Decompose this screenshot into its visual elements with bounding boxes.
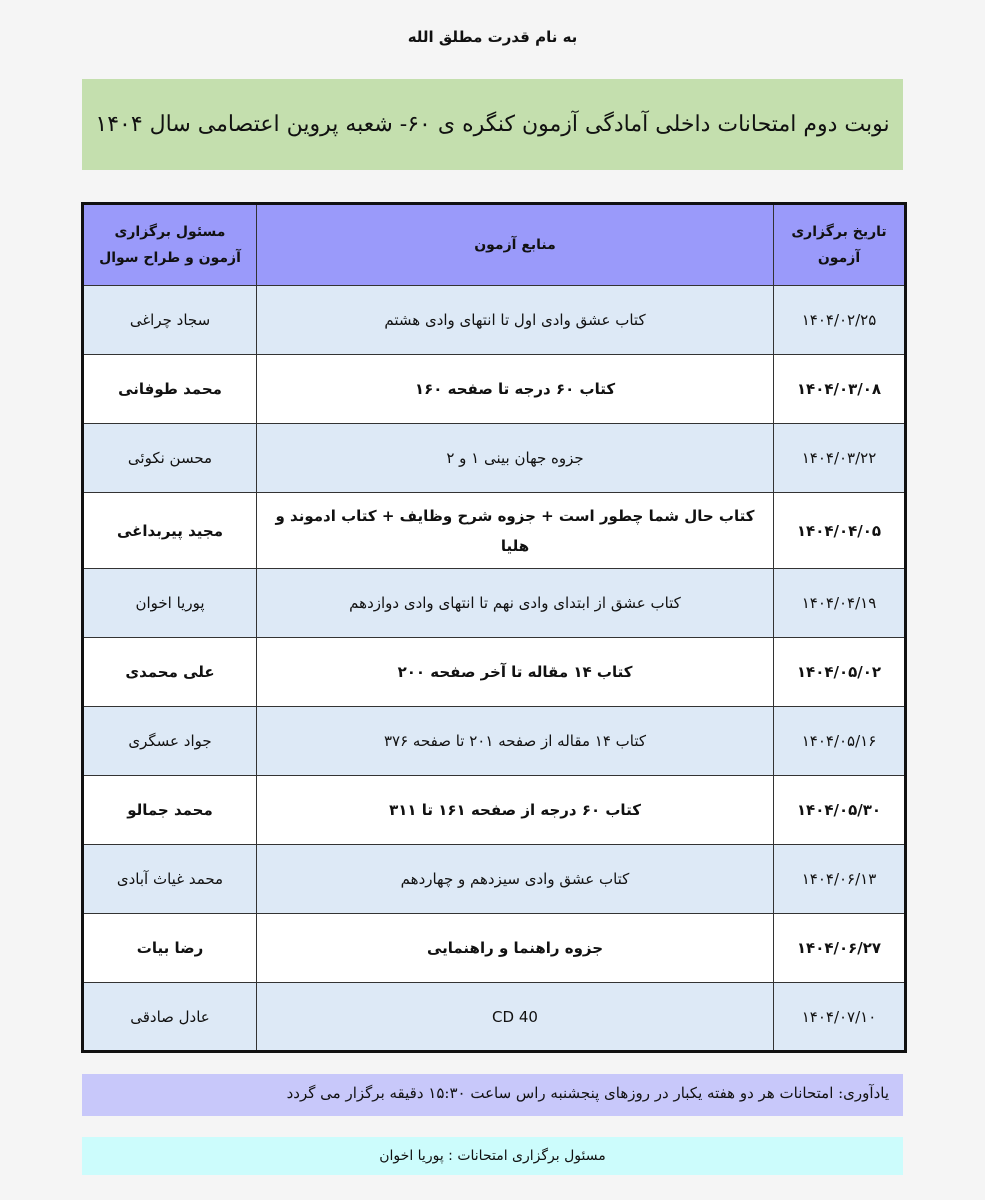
page-title: [82, 79, 903, 170]
table-row: [83, 286, 906, 355]
reminder-note-text: یادآوری: امتحانات هر دو هفته یکبار در روزهای پنجشنبه راس ساعت ۱۵:۳۰ دقیقه برگزار می گردد: [286, 1084, 889, 1102]
footer-responsible: [82, 1137, 903, 1175]
exam-date: ۱۴۰۴/۰۵/۱۶: [774, 707, 906, 776]
exam-responsible: پوریا اخوان: [83, 569, 257, 638]
exam-source: کتاب ۶۰ درجه از صفحه ۱۶۱ تا ۳۱۱: [257, 776, 774, 845]
exam-responsible: سجاد چراغی: [83, 286, 257, 355]
table-row: [83, 845, 906, 914]
exam-date: ۱۴۰۴/۰۶/۲۷: [774, 914, 906, 983]
exam-date: ۱۴۰۴/۰۵/۳۰: [774, 776, 906, 845]
exam-date: ۱۴۰۴/۰۴/۱۹: [774, 569, 906, 638]
exam-source: کتاب ۶۰ درجه تا صفحه ۱۶۰: [257, 355, 774, 424]
page-title-text: نوبت دوم امتحانات داخلی آمادگی آزمون کنگره ی ۶۰- شعبه پروین اعتصامی سال ۱۴۰۴: [95, 112, 890, 137]
footer-responsible-text: مسئول برگزاری امتحانات : پوریا اخوان: [379, 1148, 606, 1164]
exam-source: کتاب ۱۴ مقاله از صفحه ۲۰۱ تا صفحه ۳۷۶: [257, 707, 774, 776]
exam-responsible: مجید پیربداغی: [83, 493, 257, 569]
exam-source: جزوه راهنما و راهنمایی: [257, 914, 774, 983]
exam-responsible: علی محمدی: [83, 638, 257, 707]
exam-date: ۱۴۰۴/۰۶/۱۳: [774, 845, 906, 914]
column-header-source: منابع آزمون: [257, 204, 774, 286]
invocation-text: به نام قدرت مطلق الله: [407, 28, 578, 46]
exam-source: کتاب ۱۴ مقاله تا آخر صفحه ۲۰۰: [257, 638, 774, 707]
reminder-note: [82, 1074, 903, 1116]
table-row: [83, 493, 906, 569]
exam-responsible: محمد غیاث آبادی: [83, 845, 257, 914]
exam-date: ۱۴۰۴/۰۷/۱۰: [774, 983, 906, 1052]
table-row: [83, 638, 906, 707]
table-row: [83, 424, 906, 493]
exam-responsible: رضا بیات: [83, 914, 257, 983]
exam-source: کتاب عشق از ابتدای وادی نهم تا انتهای وادی دوازدهم: [257, 569, 774, 638]
exam-source: جزوه جهان بینی ۱ و ۲: [257, 424, 774, 493]
exam-responsible: جواد عسگری: [83, 707, 257, 776]
table-row: [83, 983, 906, 1052]
exam-source: کتاب عشق وادی سیزدهم و چهاردهم: [257, 845, 774, 914]
exam-date: ۱۴۰۴/۰۴/۰۵: [774, 493, 906, 569]
exam-source: کتاب عشق وادی اول تا انتهای وادی هشتم: [257, 286, 774, 355]
exam-responsible: عادل صادقی: [83, 983, 257, 1052]
exam-responsible: محمد طوفانی: [83, 355, 257, 424]
exam-source: 40 CD: [257, 983, 774, 1052]
exam-responsible: محمد جمالو: [83, 776, 257, 845]
exam-date: ۱۴۰۴/۰۳/۰۸: [774, 355, 906, 424]
table-row: [83, 776, 906, 845]
exam-date: ۱۴۰۴/۰۳/۲۲: [774, 424, 906, 493]
exam-schedule-table: [81, 202, 907, 1053]
exam-responsible: محسن نکوئی: [83, 424, 257, 493]
column-header-date: تاریخ برگزاری آزمون: [774, 204, 906, 286]
table-row: [83, 355, 906, 424]
table-row: [83, 914, 906, 983]
table-header-row: [83, 204, 906, 286]
exam-source: کتاب حال شما چطور است + جزوه شرح وظایف + کتاب ادموند و هلیا: [257, 493, 774, 569]
exam-date: ۱۴۰۴/۰۲/۲۵: [774, 286, 906, 355]
table-row: [83, 707, 906, 776]
table-row: [83, 569, 906, 638]
column-header-responsible: مسئول برگزاری آزمون و طراح سوال: [83, 204, 257, 286]
exam-date: ۱۴۰۴/۰۵/۰۲: [774, 638, 906, 707]
